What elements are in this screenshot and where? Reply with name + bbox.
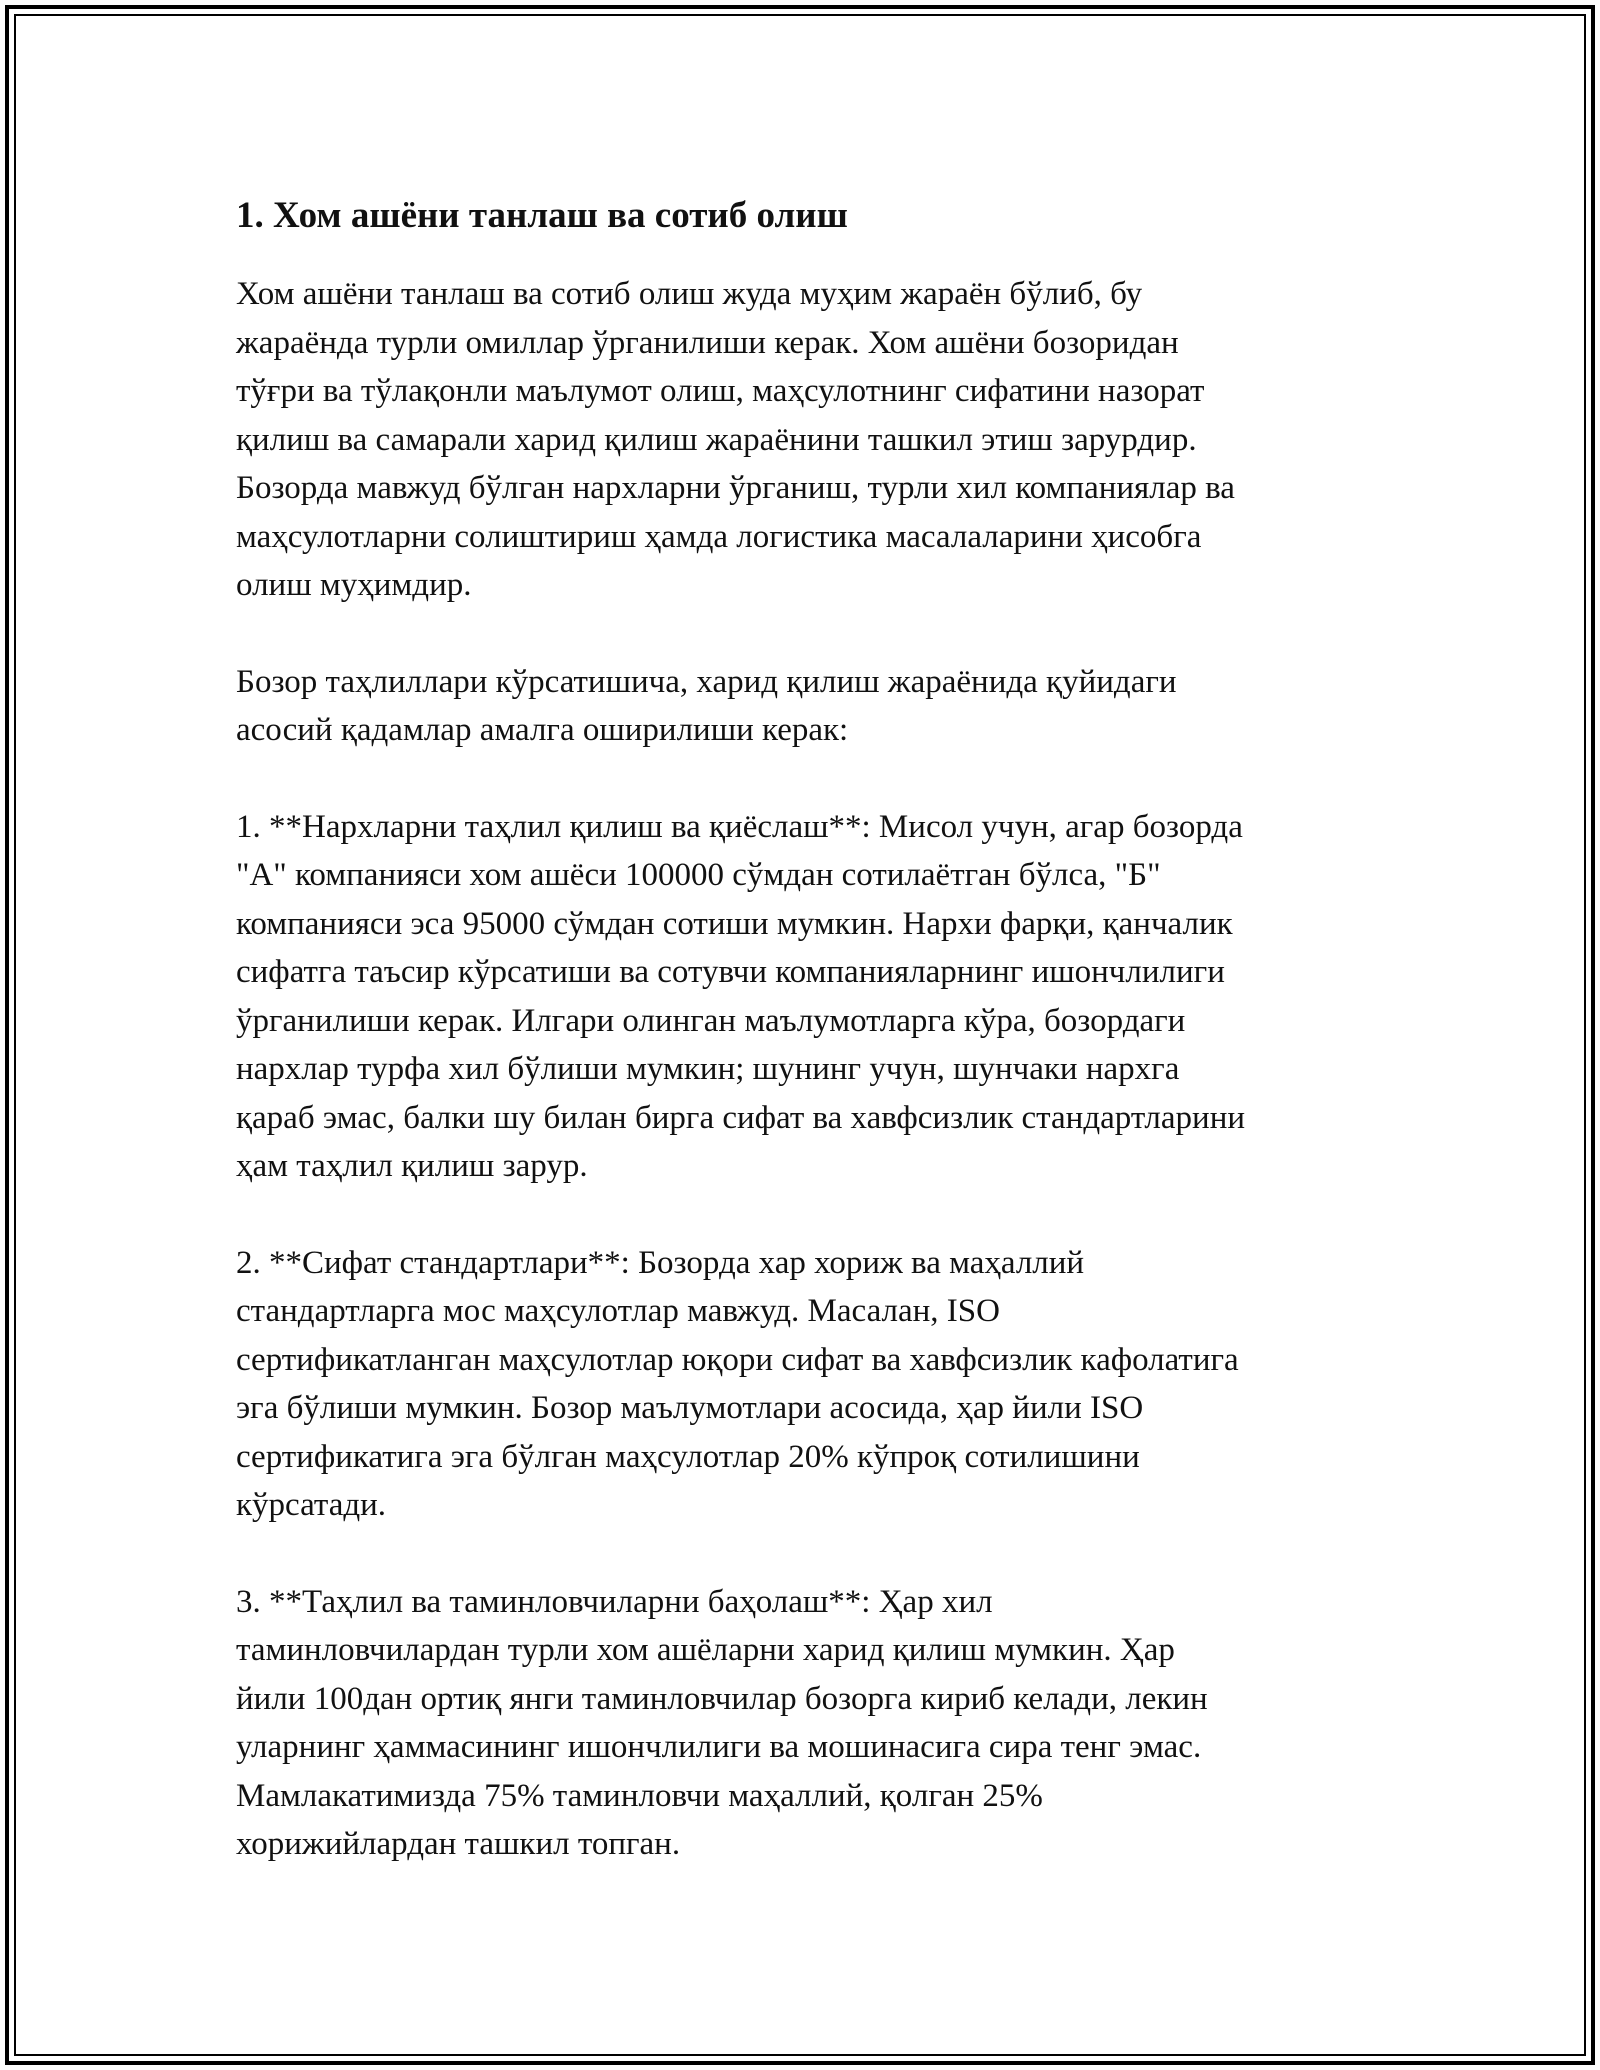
list-item-supplier-evaluation: 3. **Таҳлил ва таминловчиларни баҳолаш**: Ҳар хил таминловчилардан турли хом ашёларни харид қилиш мумкин. Ҳар йили 100дан ортиқ янги таминловчилар бозорга кириб келади, лекин уларнинг ҳаммасининг ишончлилиги ва мошинасига сира тенг эмас. Мамлакатимизда 75% таминловчи маҳаллий, қолган 25% хорижийлардан ташкил топган. <box>236 1583 1208 1862</box>
list-item-price-analysis: 1. **Нархларни таҳлил қилиш ва қиёслаш**: Мисол учун, агар бозорда "А" компанияси хом ашёси 100000 сўмдан сотилаётган бўлса, "Б" компанияси эса 95000 сўмдан сотиши мумкин. Нархи фарқи, қанчалик сифатга таъсир кўрсатиши ва сотувчи компанияларнинг ишончлилиги ўрганилиши керак. Илгари олинган маълумотларга кўра, бозордаги нархлар турфа хил бўлиши мумкин; шунинг учун, шунчаки нархга қараб эмас, балки шу билан бирга сифат ва хавфсизлик стандартларини ҳам таҳлил қилиш зарур. <box>236 808 1246 1184</box>
intro-paragraph: Хом ашёни танлаш ва сотиб олиш жуда муҳим жараён бўлиб, бу жараёнда турли омиллар ўрганилиши керак. Хом ашёни бозоридан тўғри ва тўлақонли маълумот олиш, маҳсулотнинг сифатини назорат қилиш ва самарали харид қилиш жараёнини ташкил этиш зарурдир. Бозорда мавжуд бўлган нархларни ўрганиш, турли хил компаниялар ва маҳсулотларни солиштириш ҳамда логистика масалаларини ҳисобга олиш муҳимдир. <box>236 276 1235 603</box>
list-item-quality-standards: 2. **Сифат стандартлари**: Бозорда хар хориж ва маҳаллий стандартларга мос маҳсулотлар мавжуд. Масалан, ISO сертификатланган маҳсулотлар юқори сифат ва хавфсизлик кафолатига эга бўлиши мумкин. Бозор маълумотлари асосида, ҳар йили ISO сертификатига эга бўлган маҳсулотлар 20% кўпроқ сотилишини кўрсатади. <box>236 1244 1239 1523</box>
section-heading: 1. Хом ашёни танлаш ва сотиб олиш <box>236 195 848 236</box>
document-body <box>236 188 1376 1917</box>
market-analysis-paragraph: Бозор таҳлиллари кўрсатишича, харид қилиш жараёнида қуйидаги асосий қадамлар амалга оширилиши керак: <box>236 663 1177 748</box>
